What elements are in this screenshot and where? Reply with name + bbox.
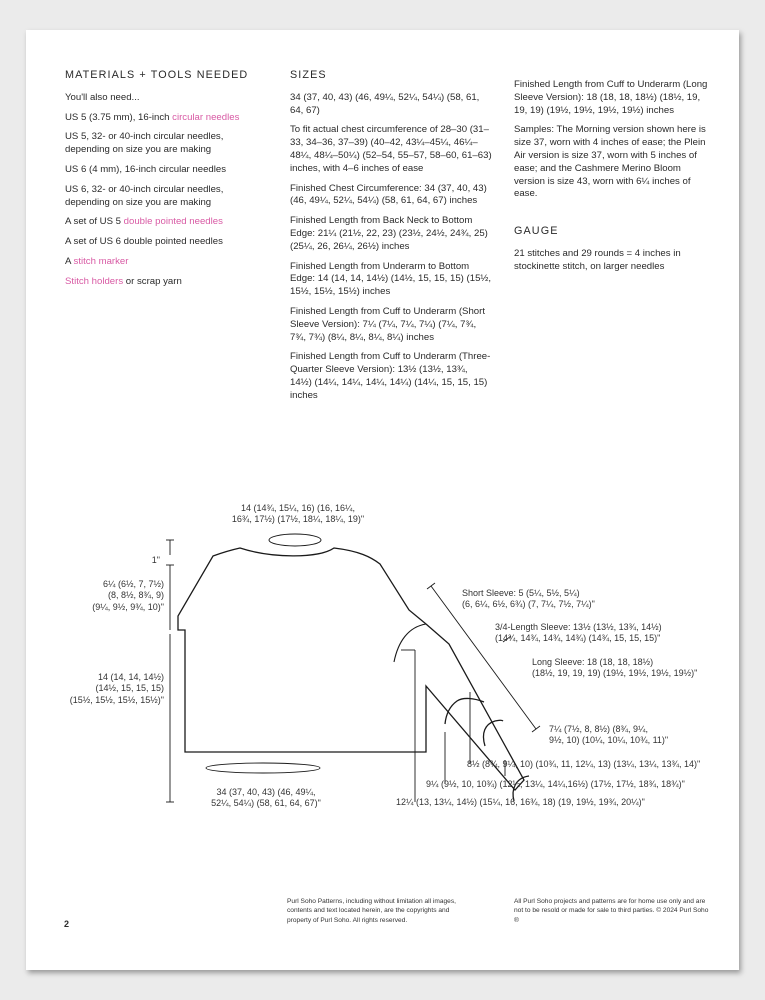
materials-item-text: A set of US 5 <box>65 216 124 228</box>
materials-link[interactable]: circular needles <box>172 111 240 123</box>
short-sleeve-line <box>394 624 426 662</box>
short-sleeve-label: Short Sleeve: 5 (5¼, 5½, 5¼) (6, 6¼, 6½, 6¾) (7, 7¼, 7½, 7¼)" <box>462 588 595 610</box>
sweater-body-outline <box>178 548 524 790</box>
sizes-paragraph: Finished Length from Back Neck to Bottom Edge: 21¼ (21½, 22, 23) (23½, 24½, 24¾, 25) (25¼, 26, 26¼, 26½) inches <box>290 215 488 252</box>
materials-link[interactable]: Stitch holders <box>65 275 124 287</box>
materials-item-text: A set of US 6 double pointed needles <box>65 236 223 248</box>
sizes-paragraph: Finished Chest Circumference: 34 (37, 40, 43) (46, 49¼, 52¼, 54¼) (58, 61, 64, 67) inches <box>290 182 487 207</box>
sleeve-tick-short <box>427 583 435 589</box>
gauge-heading: GAUGE <box>514 225 559 238</box>
sweater-schematic <box>26 30 739 970</box>
pattern-page <box>26 30 739 970</box>
neck-width-label: 14 (14¾, 15¼, 16) (16, 16¼, 16¾, 17½) (17½, 18¼, 18¼, 19)" <box>231 503 365 525</box>
materials-item-text: US 6 (4 mm), 16-inch circular needles <box>65 163 227 175</box>
materials-item-text: US 5, 32- or 40-inch circular needles, depending on size you are making <box>65 131 224 156</box>
sleeve-tick-long <box>532 726 540 732</box>
gauge-text: 21 stitches and 29 rounds = 4 inches in stockinette stitch, on larger needles <box>514 247 681 272</box>
three-quarter-sleeve-label: 3/4-Length Sleeve: 13½ (13½, 13¾, 14½) (14¾, 14¾, 14¾, 14¾) (14¾, 15, 15, 15)" <box>495 622 662 644</box>
three-quarter-sleeve-line <box>445 698 484 724</box>
page-number: 2 <box>64 919 70 929</box>
neck-drop-label: 1" <box>151 555 160 565</box>
body-length-label: 14 (14, 14, 14½) (14½, 15, 15, 15) (15½, 15½, 15½, 15½)" <box>69 672 164 705</box>
materials-item-text: US 5 (3.75 mm), 16-inch <box>65 111 173 123</box>
footer-usage-note: All Purl Soho projects and patterns are for home use only and are not to be resold or made for sale to third parties. © 2024 Purl Soho ® <box>514 898 709 924</box>
sizes-paragraph: Finished Length from Cuff to Underarm (Short Sleeve Version): 7¼ (7¼, 7¼, 7¼) (7¼, 7¾, 7¾, 7¾) (8¼, 8¼, 8¼, 8¼) inches <box>290 305 485 343</box>
materials-item-text: US 6, 32- or 40-inch circular needles, depending on size you are making <box>65 183 224 208</box>
long-sleeve-label: Long Sleeve: 18 (18, 18, 18½) (18½, 19, 19, 19) (19½, 19½, 19½, 19½)" <box>532 657 698 679</box>
materials-item-text: A <box>65 255 74 267</box>
armhole-depth-label: 6¼ (6½, 7, 7½) (8, 8½, 8¾, 9) (9¼, 9½, 9¾, 10)" <box>92 579 164 612</box>
sizes-paragraph: Finished Length from Underarm to Bottom Edge: 14 (14, 14, 14½) (14½, 15, 15, 15) (15½, 15½, 15½, 15½) inches <box>290 260 492 298</box>
sizes-paragraph: To fit actual chest circumference of 28–30 (31–33, 34–36, 37–39) (40–42, 43¼–45¼, 46¼–48¼, 48¼–50¼) (52–54, 55–57, 58–60, 61–63) inches, with 4–6 inches of ease <box>290 124 492 174</box>
cuff-label: 7¼ (7½, 8, 8½) (8¾, 9¼, 9½, 10) (10¼, 10¼, 10¾, 11)" <box>549 724 669 746</box>
sizes-paragraph: Finished Length from Cuff to Underarm (Three-Quarter Sleeve Version): 13½ (13½, 13¾, 14½) (14¼, 14¼, 14¼, 14¼) (14¼, 15, 15, 15) inches <box>290 351 491 401</box>
materials-heading: MATERIALS + TOOLS NEEDED <box>65 69 249 81</box>
sizes-heading: SIZES <box>290 69 327 81</box>
chest-label: 34 (37, 40, 43) (46, 49¼, 52¼, 54¼) (58, 61, 64, 67)" <box>211 787 321 809</box>
chest-ellipse <box>206 763 320 773</box>
upper-arm-circumference-label: 12¼ (13, 13¼, 14½) (15¼, 16, 16¾, 18) (19, 19½, 19¾, 20¼)" <box>396 797 645 807</box>
sizes-paragraph: 34 (37, 40, 43) (46, 49¼, 52¼, 54¼) (58, 61, 64, 67) <box>290 91 480 116</box>
three-quarter-circumference-label: 9¼ (9½, 10, 10¾) (12½, 13¼, 14¼,16½) (17½, 17½, 18¾, 18¾)" <box>426 779 685 789</box>
materials-item-text: or scrap yarn <box>123 275 182 287</box>
materials-link[interactable]: double pointed needles <box>123 216 223 228</box>
materials-link[interactable]: stitch marker <box>73 255 129 267</box>
long-sleeve-length: Finished Length from Cuff to Underarm (Long Sleeve Version): 18 (18, 18, 18½) (18½, 19, 19, 19) (19½, 19½, 19½, 19½) inches <box>514 79 708 116</box>
long-sleeve-circumference-label: 8½ (8¾, 9¼, 10) (10¾, 11, 12¼, 13) (13¼, 13¼, 13¾, 14)" <box>467 759 701 769</box>
neck-ellipse <box>269 534 321 546</box>
samples-note: Samples: The Morning version shown here is size 37, worn with 4 inches of ease; the Plein Air version is size 37, worn with 5 inches of ease; and the Cashmere Merino Bloom version is size 43, worn with 6¼ inches of ease. <box>514 124 706 200</box>
materials-intro: You'll also need... <box>65 91 140 103</box>
footer-copyright: Purl Soho Patterns, including without limitation all images, contents and text located herein, are the copyrights and property of Purl Soho. All rights reserved. <box>287 898 456 924</box>
